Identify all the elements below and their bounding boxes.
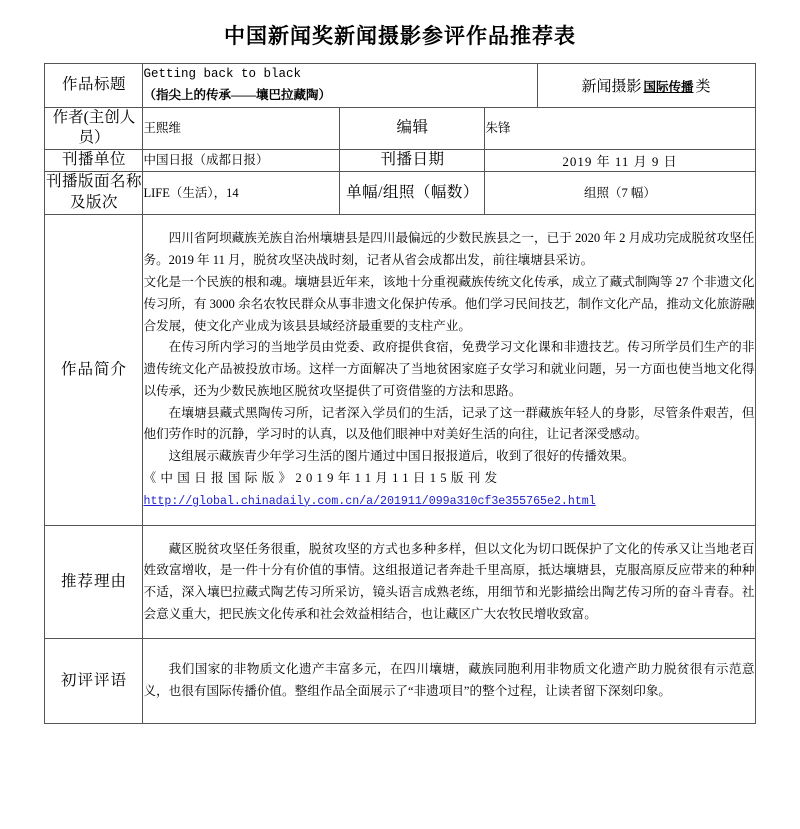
intro-citation: 《中国日报国际版》2019年11月11日15版刊发 — [143, 470, 502, 485]
label-section-name: 刊播版面名称及版次 — [45, 172, 143, 215]
comment-paragraph: 我们国家的非物质文化遗产丰富多元，在四川壤塘，藏族同胞利用非物质文化遗产助力脱贫很有示范意义，也很有国际传播价值。整组作品全面展示了“非遗项目”的整个过程，让读者留下深刻印象。 — [143, 662, 755, 699]
value-work-title — [143, 64, 537, 108]
value-work-category — [537, 64, 755, 108]
category-prefix: 新闻摄影 — [581, 78, 642, 95]
label-work-introduction: 作品简介 — [45, 215, 143, 526]
label-recommendation-reason: 推荐理由 — [45, 526, 143, 639]
value-initial-comment — [143, 639, 755, 724]
label-publisher: 刊播单位 — [45, 150, 143, 172]
value-recommendation-reason — [143, 526, 755, 639]
value-author: 王熙维 — [143, 107, 340, 150]
intro-paragraph: 文化是一个民族的根和魂。壤塘县近年来，该地十分重视藏族传统文化传承，成立了藏式制陶等 27 个非遗文化传习所，有 3000 余名农牧民群众从事非遗文化保护传承。他们学习民间技艺，制作文化产品，推动文化旅游融合发展，使文化产业成为该县县域经济最重要的支柱产业。 — [143, 274, 755, 333]
value-work-introduction — [143, 215, 755, 526]
table-row-author — [45, 107, 755, 150]
intro-paragraph: 这组展示藏族青少年学习生活的图片通过中国日报报道后，收到了很好的传播效果。 — [168, 449, 635, 464]
table-row-title — [45, 64, 755, 108]
intro-source-link[interactable]: http://global.chinadaily.com.cn/a/201911/099a310cf3e355765e2.html — [143, 494, 596, 508]
table-row-introduction — [45, 215, 755, 526]
table-row-reason — [45, 526, 755, 639]
value-section-name: LIFE（生活），14 — [143, 172, 340, 215]
intro-paragraph: 在壤塘县藏式黑陶传习所，记者深入学员们的生活，记录了这一群藏族年轻人的身影，尽管条件艰苦，但他们劳作时的沉静，学习时的认真，以及他们眼神中对美好生活的向往，让记者深受感动。 — [143, 405, 755, 442]
table-row-publisher — [45, 150, 755, 172]
table-row-comment — [45, 639, 755, 724]
label-initial-comment: 初评评语 — [45, 639, 143, 724]
label-publish-date: 刊播日期 — [340, 150, 485, 172]
page-title: 中国新闻奖新闻摄影参评作品推荐表 — [224, 24, 576, 48]
label-author: 作者(主创人员） — [45, 107, 143, 150]
label-work-title: 作品标题 — [45, 64, 143, 108]
value-photo-count: 组照（7 幅） — [485, 172, 755, 215]
value-publish-date: 2019 年 11 月 9 日 — [485, 150, 755, 172]
label-editor: 编辑 — [340, 107, 485, 150]
table-row-section — [45, 172, 755, 215]
work-title-english: Getting back to black — [143, 67, 302, 81]
category-suffix: 类 — [695, 78, 711, 95]
reason-paragraph: 藏区脱贫攻坚任务很重，脱贫攻坚的方式也多种多样，但以文化为切口既保护了文化的传承又让当地老百姓致富增收，是一件十分有价值的事情。这组报道记者奔赴千里高原，抵达壤塘县，克服高原反应带来的种种不适，深入壤巴拉藏式陶艺传习所采访，镜头语言成熟老练，用细节和光影描绘出陶艺传习所的奋斗青春。社会意义重大，把民族文化传承和社会效益相结合，也让藏区广大农牧民增收致富。 — [143, 541, 755, 621]
value-publisher: 中国日报（成都日报） — [143, 150, 340, 172]
value-editor: 朱锋 — [485, 107, 755, 150]
intro-paragraph: 在传习所内学习的当地学员由党委、政府提供食宿，免费学习文化课和非遗技艺。传习所学员们生产的非遗传统文化产品被投放市场。这样一方面解决了当地贫困家庭子女学习和就业问题，另一方面也使当地文化得以传承，还为少数民族地区脱贫攻坚提供了可资借鉴的方法和思路。 — [143, 340, 755, 398]
intro-paragraph: 四川省阿坝藏族羌族自治州壤塘县是四川最偏远的少数民族县之一，已于 2020 年 2 月成功完成脱贫攻坚任务。2019 年 11 月，脱贫攻坚决战时刻，记者从省会成都出发，前往壤塘县采访。 — [143, 231, 755, 268]
category-fill: 国际传播 — [643, 79, 694, 94]
label-photo-count: 单幅/组照（幅数） — [340, 172, 485, 215]
work-title-chinese: （指尖上的传承——壤巴拉藏陶） — [143, 88, 331, 103]
recommendation-form-table — [44, 63, 755, 724]
